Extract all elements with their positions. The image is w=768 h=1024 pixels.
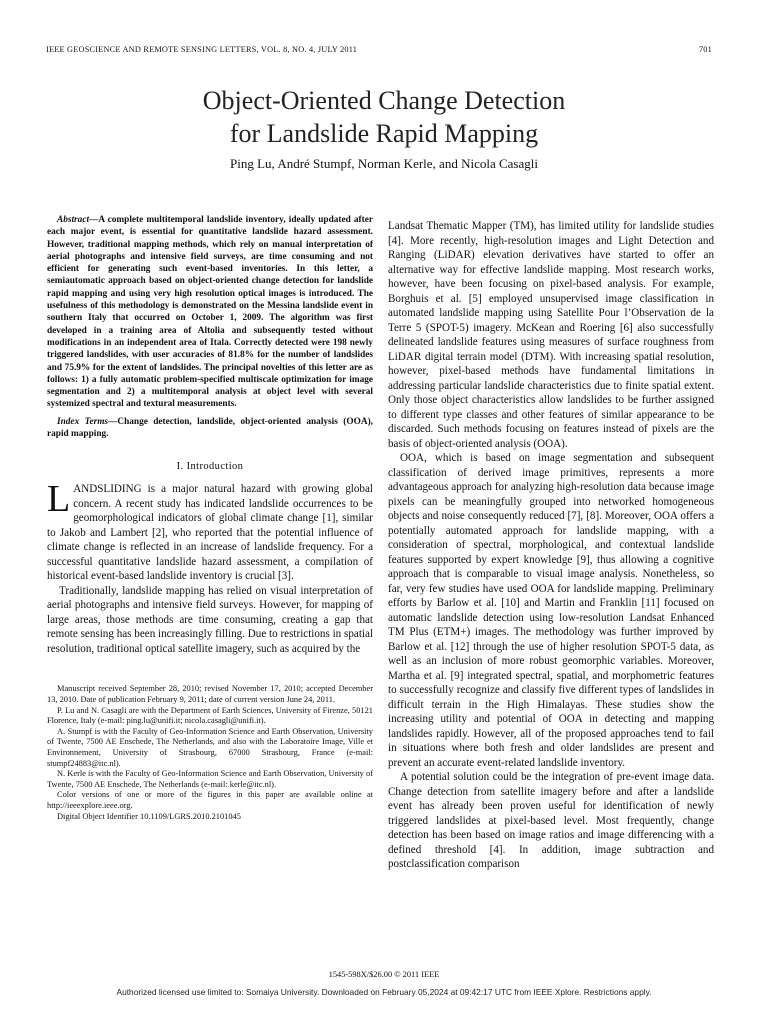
right-paragraph-2: OOA, which is based on image segmentation and subsequent classification of derived image primitives, represents a more advantageous approach for analyzing high-resolution data because image pixels can be meaningfully grouped into networked homogeneous objects and noise consequently reduced [7], [8]. Moreover, OOA offers a potentially automated approach for landslide mapping, with a consideration of spectral, morphological, and contextual landslide features supported by expert knowledge [9], thus allowing a cognitive approach that is comparable to visual image analysis. Nonetheless, so far, very few studies have used OOA for landslide mapping. Preliminary efforts by Barlow et al. [10] and Martin and Franklin [11] focused on automatic landslide detection using low-resolution Landsat Enhanced TM Plus (ETM+) images. The methodology was further improved by Barlow et al. [12] through the use of higher resolution SPOT-5 data, as well as an inclusion of more robust geomorphic variables. Moreover, Martha et al. [9] integrated spectral, spatial, and morphometric features to successfully recognize and classify five different types of landslides in difficult terrain in the High Himalayas. These studies show the increasing utility and potential of OOA in detecting and mapping landslides rapidly. However, all of the proposed approaches tend to fail in situations where both fresh and older landslides are present and prevent an accurate event-related landslide inventory. xyxy=(388,452,714,769)
title-line-1: Object-Oriented Change Detection xyxy=(202,86,566,115)
running-header xyxy=(46,45,712,54)
author-list: Ping Lu, André Stumpf, Norman Kerle, and Nicola Casagli xyxy=(230,156,538,171)
index-terms-label: Index Terms xyxy=(57,416,109,427)
left-column xyxy=(47,214,373,822)
right-paragraph-1: Landsat Thematic Mapper (TM), has limited utility for landslide studies [4]. More recently, high-resolution images and Light Detection and Ranging (LiDAR) elevation derivatives have started to offer an alternative way for effective landslide mapping. Most research works, however, have been focusing on pixel-based analysis. For example, Borghuis et al. [5] employed unsupervised image classification in automated landslide mapping using Satellite Pour l’Observation de la Terre 5 (SPOT-5) imagery. McKean and Roering [6] also successfully delineated landslide features using measures of surface roughness from LiDAR digital terrain model (DTM). With increasing spatial resolution, however, pixel-based methods have fundamental limitations in addressing particular landslide characteristics due to finite spatial extent. Only those object characteristics allow landslides to be further assigned to different type classes and other features of similar appearance to be discarded. Such methods focusing on features instead of pixels are the basis of object-oriented analysis (OOA). xyxy=(388,220,714,450)
copyright-line: 1545-598X/$26.00 © 2011 IEEE xyxy=(328,970,440,979)
footnote-affiliation-kerle: N. Kerle is with the Faculty of Geo-Information Science and Earth Observation, University of Twente, 7500 AE Enschede, The Netherlands (e-mail: kerle@itc.nl). xyxy=(47,769,373,789)
authorized-use-notice: Authorized licensed use limited to: Somaiya University. Downloaded on February 05,2024 at 09:42:17 UTC from IEEE Xplore. Restrictions apply. xyxy=(116,987,652,997)
intro-paragraph-1 xyxy=(47,478,373,584)
index-terms xyxy=(47,416,373,441)
footnotes xyxy=(47,684,373,822)
right-column xyxy=(388,219,714,872)
intro-paragraph-2: Traditionally, landslide mapping has relied on visual interpretation of aerial photographs and intensive field surveys. However, for mapping of large areas, those methods are time consuming, creating a gap that remote sensing has been increasingly filling. Due to restrictions in spatial resolution, traditional optical satellite imagery, such as acquired by the xyxy=(47,584,373,655)
abstract-text: —A complete multitemporal landslide inventory, ideally updated after each major event, is essential for quantitative landslide hazard assessment. However, traditional mapping methods, which rely on manual interpretation of aerial photographs and intensive field surveys, are time consuming and not efficient for generating such event-based inventories. In this letter, a semiautomatic approach based on object-oriented change detection for landslide rapid mapping and using very high resolution optical images is introduced. The usefulness of this methodology is demonstrated on the Messina landslide event in southern Italy that occurred on October 1, 2009. The algorithm was first developed in a training area of Altolia and subsequently tested without modifications in an independent area of Itala. Correctly detected were 198 newly triggered landslides, with user accuracies of 81.8% for the number of landslides and 75.9% for the extent of landslides. The principal novelties of this letter are as follows: 1) a fully automatic problem-specified multiscale optimization for image segmentation and 2) a multitemporal analysis at object level with several systemized spectral and textural measurements. xyxy=(47,215,373,410)
paper-title xyxy=(0,84,768,150)
journal-name: IEEE GEOSCIENCE AND REMOTE SENSING LETTERS, VOL. 8, NO. 4, JULY 2011 xyxy=(46,45,358,54)
section-heading-introduction: I. Introduction xyxy=(176,461,244,473)
footnote-manuscript: Manuscript received September 28, 2010; revised November 17, 2010; accepted December 13, 2010. Date of publication February 9, 2011; date of current version June 24, 2011. xyxy=(47,684,373,705)
abstract xyxy=(47,214,373,411)
title-line-2: for Landslide Rapid Mapping xyxy=(229,119,539,148)
footnote-color-versions: Color versions of one or more of the figures in this paper are available online at http://ieeexplore.ieee.org. xyxy=(47,790,373,810)
footnote-affiliation-stumpf: A. Stumpf is with the Faculty of Geo-Information Science and Earth Observation, University of Twente, 7500 AE Enschede, The Netherlands, and also with the Laboratoire Image, Ville et Environnement, University of Strasbourg, 67000 Strasbourg, France (e-mail: stumpf24883@itc.nl). xyxy=(47,726,373,768)
footnote-affiliation-lu-casagli: P. Lu and N. Casagli are with the Department of Earth Sciences, University of Firenze, 50121 Florence, Italy (e-mail: ping.lu@unifi.it; nicola.casagli@unifi.it). xyxy=(47,705,373,726)
page-number: 701 xyxy=(698,45,712,54)
index-terms-text: —Change detection, landslide, object-oriented analysis (OOA), rapid mapping. xyxy=(47,416,373,440)
drop-cap: L xyxy=(47,478,71,521)
intro-paragraph-1-text: ANDSLIDING is a major natural hazard with growing global concern. A recent study has indicated landslide occurrences to be geomorphological indicators of global climate change [1], similar to Jakob and Lambert [2], who reported that the potential influence of climate change is reflected in an increase of landslide frequency. For a successful quantitative landslide hazard assessment, a compilation of historical event-based landslide inventory is crucial [3]. xyxy=(47,483,373,583)
abstract-label: Abstract xyxy=(57,215,90,225)
right-paragraph-3: A potential solution could be the integration of pre-event image data. Change detection from satellite imagery before and after a landslide event has already been proven useful for identification of newly triggered landslides at pixel-based level. Most frequently, change detection has been based on image ratios and image differencing with a defined threshold [4]. In addition, image subtraction and postclassification comparison xyxy=(388,771,714,870)
footnote-doi: Digital Object Identifier 10.1109/LGRS.2010.2101045 xyxy=(57,811,241,821)
